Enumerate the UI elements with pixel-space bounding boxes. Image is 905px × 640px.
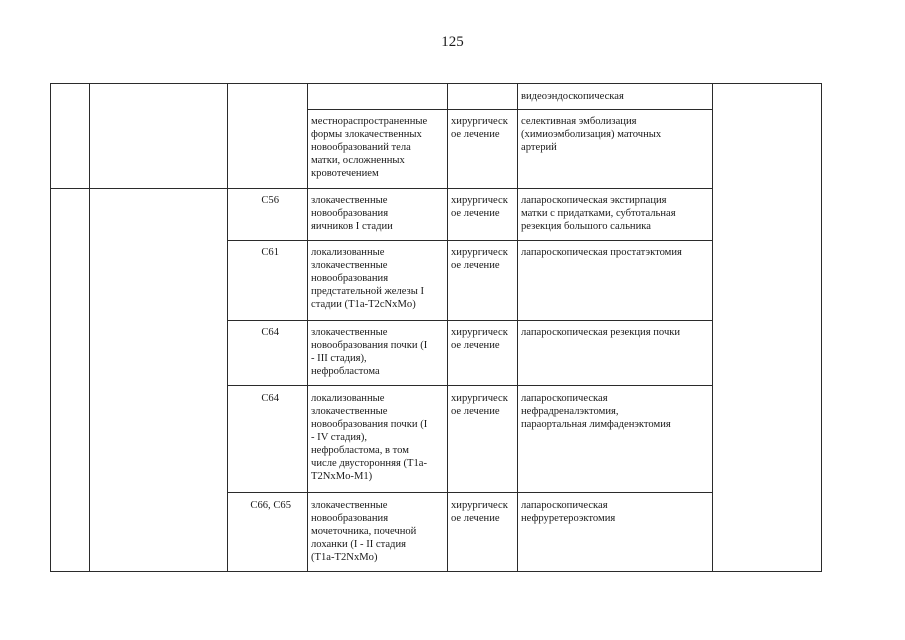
- column-divider-5: [517, 83, 518, 572]
- table-border-left: [50, 83, 51, 572]
- method-cell: лапароскопическая экстирпация матки с придатками, субтотальная резекция большого сальника: [521, 195, 676, 232]
- method-cell: лапароскопическая резекция почки: [521, 327, 681, 338]
- column-divider-3: [307, 83, 308, 572]
- method-cell: видеоэндоскопическая: [521, 91, 624, 102]
- medical-procedures-table: [50, 83, 822, 572]
- method-cell: селективная эмболизация (химиоэмболизация) маточных артерий: [521, 116, 662, 153]
- row-divider: [227, 385, 712, 386]
- method-cell: лапароскопическая простатэктомия: [521, 247, 682, 258]
- diagnosis-cell: злокачественные новообразования почки (I - III стадия), нефробластома: [311, 327, 428, 377]
- treatment-type-cell: хирургическ ое лечение: [451, 116, 508, 140]
- column-divider-2: [227, 83, 228, 572]
- diagnosis-cell: локализованные злокачественные новообразования предстательной железы I стадии (T1a-T2cNxMo): [311, 247, 425, 310]
- table-border-top: [50, 83, 822, 84]
- treatment-type-cell: хирургическ ое лечение: [451, 500, 508, 524]
- row-divider: [227, 240, 712, 241]
- table-border-right: [821, 83, 822, 572]
- icd-code-cell: C61: [261, 247, 279, 258]
- method-cell: лапароскопическая нефруретероэктомия: [521, 500, 616, 524]
- row-divider-full: [50, 188, 712, 189]
- diagnosis-cell: злокачественные новообразования мочеточника, почечной лоханки (I - II стадия (T1a-T2NxMo): [311, 500, 417, 563]
- diagnosis-cell: злокачественные новообразования яичников I стадии: [311, 195, 393, 232]
- row-divider: [227, 320, 712, 321]
- method-cell: лапароскопическая нефрадреналэктомия, параортальная лимфаденэктомия: [521, 393, 671, 430]
- icd-code-cell: C66, C65: [250, 500, 291, 511]
- treatment-type-cell: хирургическ ое лечение: [451, 247, 508, 271]
- icd-code-cell: C56: [261, 195, 279, 206]
- diagnosis-cell: местнораспространенные формы злокачественных новообразований тела матки, осложненных кровотечением: [311, 116, 428, 179]
- treatment-type-cell: хирургическ ое лечение: [451, 393, 508, 417]
- column-divider-1: [89, 83, 90, 572]
- table-border-bottom: [50, 571, 822, 572]
- column-divider-6: [712, 83, 713, 572]
- column-divider-4: [447, 83, 448, 572]
- diagnosis-cell: локализованные злокачественные новообразования почки (I - IV стадия), нефробластома, в том числе двусторонняя (T1a- T2NxMo-M1): [311, 393, 428, 482]
- treatment-type-cell: хирургическ ое лечение: [451, 327, 508, 351]
- icd-code-cell: C64: [261, 327, 279, 338]
- icd-code-cell: C64: [261, 393, 279, 404]
- row-divider: [227, 492, 712, 493]
- row-divider-top-segment: [307, 109, 712, 110]
- treatment-type-cell: хирургическ ое лечение: [451, 195, 508, 219]
- page-number: 125: [441, 34, 464, 50]
